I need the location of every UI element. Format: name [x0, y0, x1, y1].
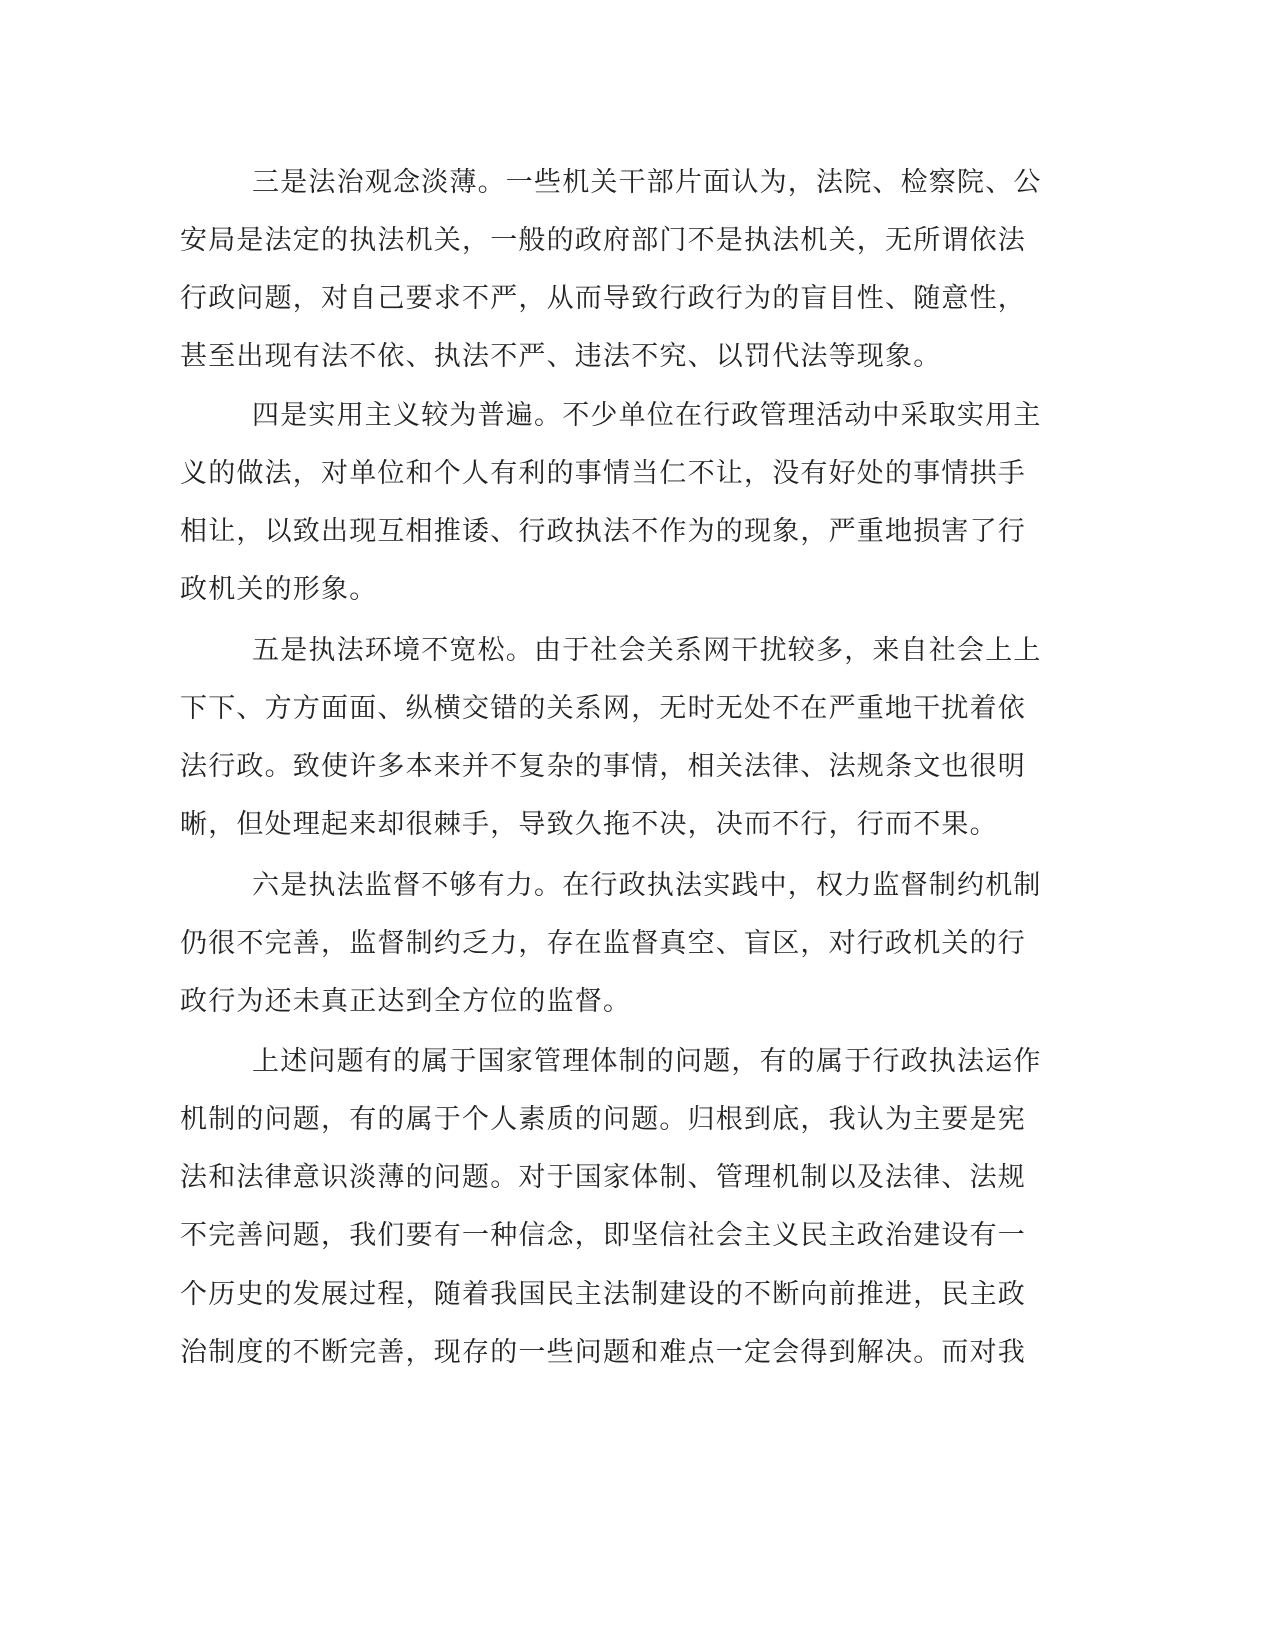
text-line: 下下、方方面面、纵横交错的关系网，无时无处不在严重地干扰着依 [180, 693, 1026, 724]
text-line: 三是法治观念淡薄。一些机关干部片面认为，法院、检察院、公 [252, 167, 1042, 198]
text-line: 个历史的发展过程，随着我国民主法制建设的不断向前推进，民主政 [180, 1279, 1026, 1310]
text-line: 安局是法定的执法机关，一般的政府部门不是执法机关，无所谓依法 [180, 225, 1026, 256]
text-line: 仍很不完善，监督制约乏力，存在监督真空、盲区，对行政机关的行 [180, 928, 1026, 959]
text-line: 四是实用主义较为普遍。不少单位在行政管理活动中采取实用主 [252, 400, 1042, 431]
text-line: 行政问题，对自己要求不严，从而导致行政行为的盲目性、随意性， [180, 283, 1026, 314]
text-line: 上述问题有的属于国家管理体制的问题，有的属于行政执法运作 [252, 1046, 1042, 1077]
text-line: 义的做法，对单位和个人有利的事情当仁不让，没有好处的事情拱手 [180, 458, 1026, 489]
text-line: 法行政。致使许多本来并不复杂的事情，相关法律、法规条文也很明 [180, 751, 1026, 782]
text-line: 政机关的形象。 [180, 574, 378, 605]
text-line: 机制的问题，有的属于个人素质的问题。归根到底，我认为主要是宪 [180, 1104, 1026, 1135]
text-line: 治制度的不断完善，现存的一些问题和难点一定会得到解决。而对我 [180, 1337, 1026, 1368]
text-line: 政行为还未真正达到全方位的监督。 [180, 986, 632, 1017]
text-line: 六是执法监督不够有力。在行政执法实践中，权力监督制约机制 [252, 870, 1042, 901]
text-line: 法和法律意识淡薄的问题。对于国家体制、管理机制以及法律、法规 [180, 1162, 1026, 1193]
text-line: 五是执法环境不宽松。由于社会关系网干扰较多，来自社会上上 [252, 635, 1042, 666]
text-line: 不完善问题，我们要有一种信念，即坚信社会主义民主政治建设有一 [180, 1220, 1026, 1251]
text-line: 相让，以致出现互相推诿、行政执法不作为的现象，严重地损害了行 [180, 516, 1026, 547]
text-line: 甚至出现有法不依、执法不严、违法不究、以罚代法等现象。 [180, 341, 942, 372]
text-line: 晰，但处理起来却很棘手，导致久拖不决，决而不行，行而不果。 [180, 809, 998, 840]
